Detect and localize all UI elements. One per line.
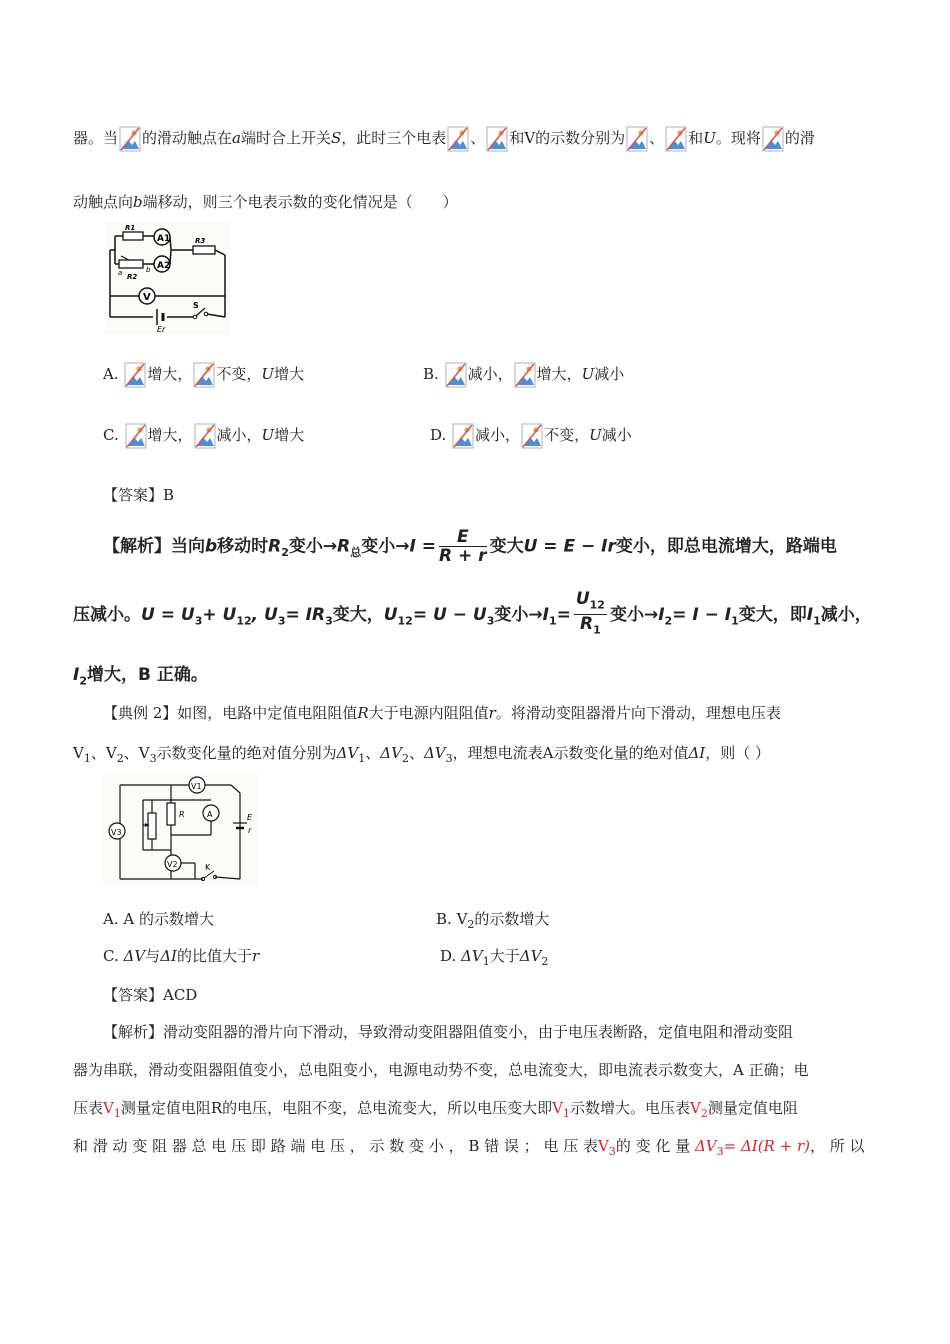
broken-image-icon (486, 126, 508, 152)
option-letter: D. (440, 947, 457, 965)
arrow: → (322, 536, 338, 557)
var-b: b (205, 536, 218, 557)
arrow: → (395, 536, 410, 557)
math: U (575, 589, 590, 609)
text: 减小， (475, 426, 521, 444)
text: 和 滑 动 变 阻 器 总 电 压 即 路 端 电 压 ， 示 数 变 小 ， B 错 误 ； 电 压 表 (73, 1137, 598, 1155)
text: 器。当 (73, 129, 119, 147)
var-u: U (703, 129, 716, 147)
text: 、 (123, 744, 139, 762)
subscript: 2 (401, 752, 409, 765)
math: U (383, 604, 398, 625)
label-e: E (247, 813, 253, 822)
text: 变小 (288, 536, 323, 557)
math: ΔV (423, 744, 446, 762)
var-r: R (357, 704, 369, 722)
q1-analysis-line-2 (73, 590, 872, 640)
text: 测量定值电阻R的电压，电阻不变，总电流变大，所以电压变大即 (120, 1099, 553, 1117)
broken-image-icon (447, 126, 469, 152)
subscript: 3 (194, 614, 203, 628)
option-text: 的示数增大 (474, 910, 550, 928)
label-r2: R2 (127, 273, 138, 281)
math: R (580, 614, 594, 635)
math: V (138, 744, 150, 762)
subscript: 1 (563, 1107, 571, 1120)
label-r: R (179, 810, 185, 819)
subscript: 1 (548, 614, 557, 628)
denominator: R + r (439, 546, 487, 566)
text: 增大， (147, 365, 193, 383)
subscript: 12 (397, 614, 413, 628)
label-r-small: r (248, 826, 252, 835)
math: ΔV (461, 947, 483, 965)
text: 大于电源内阻阻值 (368, 704, 489, 722)
label-v2: V2 (167, 860, 178, 869)
q2-option-d (440, 945, 548, 968)
broken-image-icon (194, 423, 216, 449)
arrow: → (528, 604, 543, 625)
text: ，此时三个电表 (341, 129, 447, 147)
subscript: 总 (350, 545, 362, 559)
text: 移动时 (217, 536, 269, 557)
text: 大于 (489, 947, 520, 965)
label-a: A (207, 810, 213, 819)
q1-line-2 (73, 190, 458, 214)
text: 、 (90, 744, 106, 762)
math: I (542, 604, 549, 625)
label-a: a (118, 269, 123, 277)
subscript: 12 (236, 614, 252, 628)
option-letter: B. (423, 365, 439, 383)
text: 变小 (361, 536, 396, 557)
q2-line-1 (103, 701, 781, 725)
option-letter: C. (103, 426, 119, 444)
broken-image-icon (665, 126, 687, 152)
subscript: 2 (79, 674, 87, 688)
math: V (598, 1137, 609, 1155)
text: 增大，B 正确。 (86, 665, 208, 685)
broken-image-icon (125, 423, 147, 449)
q1-option-b (423, 362, 624, 388)
subscript: 3 (325, 614, 333, 628)
math: ΔV (380, 744, 402, 762)
text: 变小，即总电流增大，路端电 (615, 536, 837, 557)
numerator (574, 590, 607, 615)
q1-option-a (103, 362, 304, 388)
var-b: b (133, 193, 143, 211)
math: ΔV (336, 744, 359, 762)
text: 、 (470, 129, 486, 147)
label-r1: R1 (125, 224, 136, 232)
text: 不变， (544, 426, 590, 444)
subscript: 2 (116, 752, 124, 765)
text: 的滑 (784, 129, 815, 147)
math: I (806, 604, 814, 625)
math: R (268, 536, 282, 557)
subscript: 1 (593, 623, 601, 637)
option-letter: A. (103, 910, 119, 928)
math: ΔV (519, 947, 542, 965)
denominator (574, 615, 607, 639)
text: 的比值大于 (176, 947, 252, 965)
math: V (105, 744, 117, 762)
q2-analysis-line-3 (73, 1096, 798, 1126)
math: = U − U (412, 604, 487, 625)
q1-option-c (103, 423, 304, 449)
math: V (103, 1099, 114, 1117)
text: 测量定值电阻 (707, 1099, 798, 1117)
math: V (690, 1099, 701, 1117)
option-text: A 的示数增大 (123, 910, 214, 928)
label-b: b (146, 266, 151, 274)
math: , U (251, 604, 278, 625)
text: 和 (688, 129, 704, 147)
q2-line-2 (73, 741, 770, 771)
subscript: 1 (813, 614, 821, 628)
label-er: Er (157, 325, 166, 334)
text: 动触点向 (73, 193, 134, 211)
q2-analysis-line-1: 【解析】滑动变阻器的滑片向下滑动，导致滑动变阻器阻值变小，由于电压表断路，定值电阻和滑动变阻 (103, 1023, 794, 1041)
text: ， 所 以 (809, 1137, 865, 1155)
broken-image-icon (521, 423, 543, 449)
math: = I − I (672, 604, 732, 625)
label-a1: A1 (157, 234, 171, 244)
subscript: 2 (700, 1107, 708, 1120)
subscript: 2 (467, 918, 475, 931)
q1-line-1 (73, 126, 815, 152)
text: 端移动，则三个电表示数的变化情况是（ ） (142, 193, 458, 211)
numerator: E (439, 528, 487, 547)
text: 增大， (536, 365, 582, 383)
broken-image-icon (124, 362, 146, 388)
text: 示数增大。电压表 (570, 1099, 691, 1117)
math: V (456, 910, 468, 928)
subscript: 12 (589, 598, 605, 612)
text: 【典例 2】如图，电路中定值电阻阻值 (103, 704, 358, 722)
label-v1: V1 (191, 782, 202, 791)
subscript: 1 (358, 752, 366, 765)
text: 示数变化量的绝对值分别为 (156, 744, 337, 762)
math: I (73, 665, 80, 685)
text: 减小， (820, 604, 872, 625)
q2-analysis-line-2: 器为串联，滑动变阻器阻值变小，总电阻变小，电源电动势不变，总电流变大，即电流表示数变大，A 正确；电 (73, 1061, 809, 1079)
var-u: U (581, 365, 595, 383)
arrow: → (643, 604, 659, 625)
var-s: S (331, 129, 342, 147)
subscript: 1 (482, 955, 490, 968)
math: R (337, 536, 351, 557)
math: I (658, 604, 665, 625)
math: + U (202, 604, 237, 625)
q1-analysis-line-1 (103, 528, 837, 568)
math: = (556, 604, 571, 625)
text: ，则（ ） (705, 744, 771, 762)
math: V (552, 1099, 564, 1117)
math: ΔI (688, 744, 706, 762)
broken-image-icon (452, 423, 474, 449)
text: 和V的示数分别为 (509, 129, 626, 147)
math: ΔV (694, 1137, 717, 1155)
q1-answer: 【答案】B (103, 486, 175, 504)
text: 、 (649, 129, 665, 147)
label-v3: V3 (111, 828, 122, 837)
q2-option-b (436, 908, 549, 931)
var-a: a (232, 129, 241, 147)
q2-option-c (103, 945, 259, 966)
option-letter: B. (436, 910, 452, 928)
label-a2: A2 (157, 261, 171, 271)
option-letter: A. (103, 365, 119, 383)
label-r3: R3 (195, 237, 206, 245)
option-letter: D. (430, 426, 447, 444)
q1-analysis-line-3 (73, 660, 208, 696)
broken-image-icon (514, 362, 536, 388)
var-r-small: r (488, 704, 496, 722)
subscript: 3 (445, 752, 453, 765)
text: 不变， (216, 365, 262, 383)
text: 减小 (601, 426, 632, 444)
label-s: S (193, 301, 199, 310)
fraction (439, 528, 487, 565)
label-k: K (205, 863, 211, 872)
broken-image-icon (119, 126, 141, 152)
text: 。现将 (715, 129, 761, 147)
text: 、 (365, 744, 381, 762)
math: I = (409, 536, 437, 557)
text: 减小 (594, 365, 625, 383)
math: U = E − Ir (523, 536, 616, 557)
text: 增大 (274, 365, 305, 383)
subscript: 1 (113, 1107, 121, 1120)
text: 变小 (494, 604, 529, 625)
subscript: 1 (83, 752, 91, 765)
broken-image-icon (626, 126, 648, 152)
text: 的滑动触点在 (142, 129, 233, 147)
text: 压减小。 (73, 604, 141, 625)
q1-option-d (430, 423, 632, 449)
subscript: 3 (149, 752, 157, 765)
broken-image-icon (445, 362, 467, 388)
text: 增大 (274, 426, 305, 444)
var-u: U (261, 426, 275, 444)
text: 变大，即 (738, 604, 807, 625)
text: 、 (408, 744, 424, 762)
q1-circuit-diagram (105, 222, 230, 338)
text: 变大 (489, 536, 524, 557)
subscript: 1 (731, 614, 739, 628)
text: 变大， (332, 604, 384, 625)
subscript: 2 (281, 545, 289, 559)
text: 压表 (73, 1099, 104, 1117)
text: 的 变 化 量 (615, 1137, 691, 1155)
text: 端时合上开关 (240, 129, 331, 147)
text: 与 (145, 947, 161, 965)
var-u: U (261, 365, 275, 383)
subscript: 2 (664, 614, 673, 628)
text: ，理想电流表A示数变化量的绝对值 (452, 744, 689, 762)
subscript: 3 (716, 1145, 724, 1158)
var-u: U (589, 426, 602, 444)
subscript: 3 (608, 1145, 616, 1158)
subscript: 3 (277, 614, 286, 628)
math: ΔI (160, 947, 177, 965)
q2-answer: 【答案】ACD (103, 986, 198, 1004)
option-letter: C. (103, 947, 119, 965)
q2-circuit-diagram (103, 773, 258, 889)
broken-image-icon (193, 362, 215, 388)
broken-image-icon (762, 126, 784, 152)
subscript: 2 (541, 955, 549, 968)
text: 增大， (147, 426, 193, 444)
subscript: 3 (486, 614, 495, 628)
math: = ΔI(R + r) (723, 1137, 810, 1155)
math: r (251, 947, 260, 965)
math: V (73, 744, 84, 762)
label-v: V (143, 292, 151, 303)
fraction (574, 590, 607, 640)
text: 。将滑动变阻器滑片向下滑动，理想电压表 (495, 704, 781, 722)
math: ΔV (123, 947, 146, 965)
q2-option-a (103, 908, 214, 929)
math: U = U (141, 604, 195, 625)
q2-analysis-line-4 (73, 1134, 865, 1164)
text: 【解析】当向 (103, 536, 205, 557)
math: = IR (285, 604, 326, 625)
text: 减小， (216, 426, 262, 444)
text: 变小 (609, 604, 644, 625)
text: 减小， (467, 365, 513, 383)
